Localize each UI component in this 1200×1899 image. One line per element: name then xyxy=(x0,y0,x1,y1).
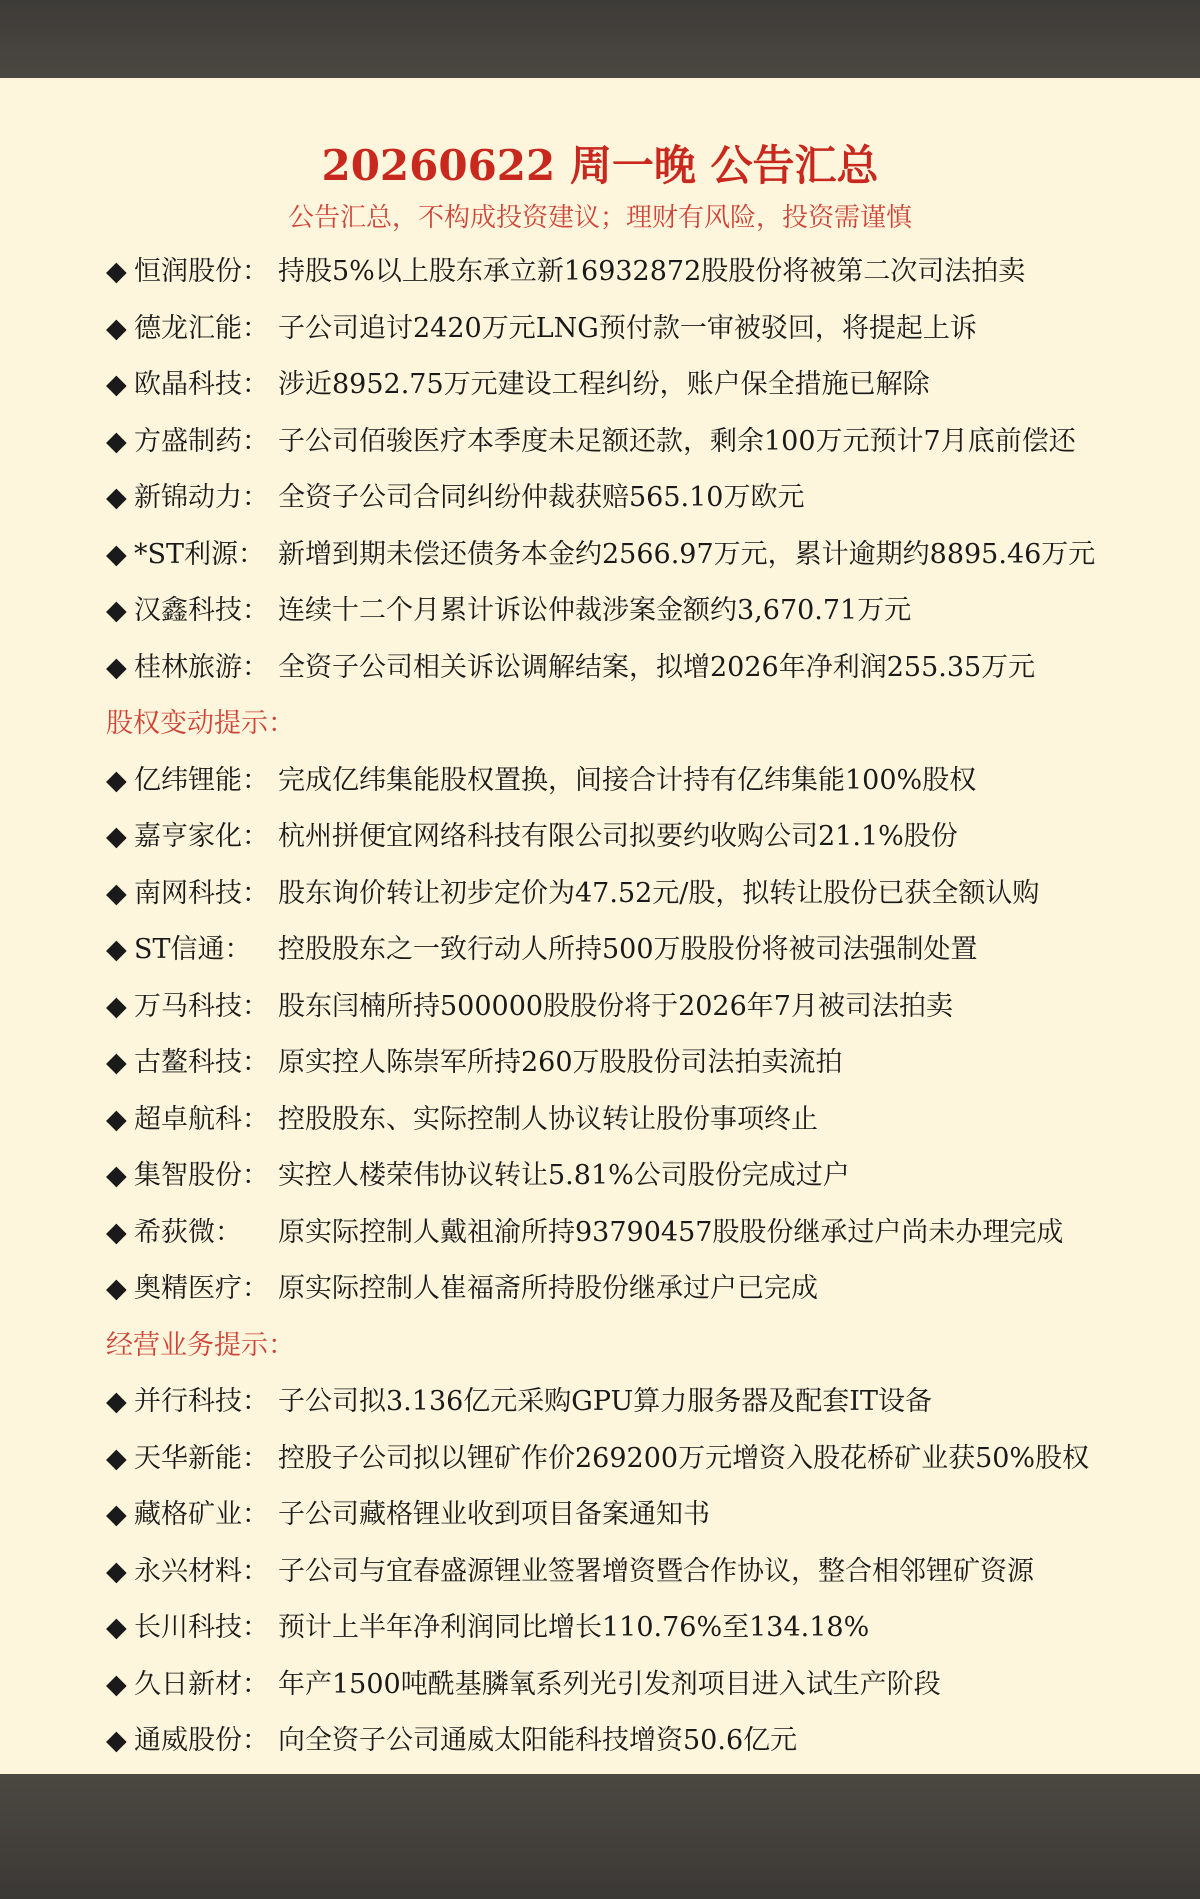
list-item xyxy=(106,866,1186,923)
diamond-bullet-icon: ◆ xyxy=(106,990,127,1022)
diamond-bullet-icon: ◆ xyxy=(106,651,127,683)
list-item xyxy=(106,1600,1186,1657)
announcement-list xyxy=(106,244,1186,1770)
list-item xyxy=(106,809,1186,866)
diamond-bullet-icon: ◆ xyxy=(106,877,127,909)
section-heading: 股权变动提示： xyxy=(106,708,295,739)
diamond-bullet-icon: ◆ xyxy=(106,538,127,570)
announcement-text: 全资子公司相关诉讼调解结案，拟增2026年净利润255.35万元 xyxy=(278,651,1036,683)
company-name: 桂林旅游： xyxy=(134,651,269,683)
diamond-bullet-icon: ◆ xyxy=(106,1386,127,1417)
company-name: 希荻微： xyxy=(134,1216,242,1248)
diamond-bullet-icon: ◆ xyxy=(106,256,127,287)
list-item xyxy=(106,1713,1186,1770)
diamond-bullet-icon: ◆ xyxy=(106,482,127,513)
list-item xyxy=(106,640,1186,697)
company-name: 古鳌科技： xyxy=(134,1047,269,1078)
announcement-text: 向全资子公司通威太阳能科技增资50.6亿元 xyxy=(278,1725,798,1756)
announcement-text: 实控人楼荣伟协议转让5.81%公司股份完成过户 xyxy=(278,1160,850,1191)
list-item xyxy=(106,979,1186,1036)
diamond-bullet-icon: ◆ xyxy=(106,821,127,852)
list-item xyxy=(106,1431,1186,1488)
diamond-bullet-icon: ◆ xyxy=(106,1499,127,1530)
diamond-bullet-icon: ◆ xyxy=(106,1612,127,1643)
announcement-text: 子公司与宜春盛源锂业签署增资暨合作协议，整合相邻锂矿资源 xyxy=(278,1555,1034,1587)
company-name: 长川科技： xyxy=(134,1612,269,1643)
company-name: 南网科技： xyxy=(134,877,269,909)
announcement-text: 连续十二个月累计诉讼仲裁涉案金额约3,670.71万元 xyxy=(278,595,912,626)
company-name: 万马科技： xyxy=(134,990,269,1022)
announcement-text: 子公司拟3.136亿元采购GPU算力服务器及配套IT设备 xyxy=(278,1386,932,1417)
announcement-text: 原实际控制人戴祖渝所持93790457股股份继承过户尚未办理完成 xyxy=(278,1216,1064,1248)
company-name: 通威股份： xyxy=(134,1725,269,1756)
announcement-text: 子公司追讨2420万元LNG预付款一审被驳回，将提起上诉 xyxy=(278,312,977,344)
diamond-bullet-icon: ◆ xyxy=(106,1555,127,1587)
diamond-bullet-icon: ◆ xyxy=(106,1216,127,1248)
list-item xyxy=(106,414,1186,471)
company-name: 超卓航科： xyxy=(134,1103,269,1135)
list-item xyxy=(106,244,1186,301)
announcement-text: 子公司佰骏医疗本季度未足额还款，剩余100万元预计7月底前偿还 xyxy=(278,425,1076,457)
list-item xyxy=(106,1092,1186,1149)
list-item xyxy=(106,527,1186,584)
company-name: 并行科技： xyxy=(134,1386,269,1417)
announcement-text: 控股股东、实际控制人协议转让股份事项终止 xyxy=(278,1103,818,1135)
list-item xyxy=(106,583,1186,640)
announcement-text: 涉近8952.75万元建设工程纠纷，账户保全措施已解除 xyxy=(278,369,930,400)
list-item xyxy=(106,1374,1186,1431)
diamond-bullet-icon: ◆ xyxy=(106,312,127,344)
diamond-bullet-icon: ◆ xyxy=(106,595,127,626)
list-item xyxy=(106,1487,1186,1544)
list-item xyxy=(106,470,1186,527)
company-name: 恒润股份： xyxy=(134,256,269,287)
company-name: *ST利源： xyxy=(134,538,266,570)
page-title: 20260622 周一晚 公告汇总 xyxy=(321,141,879,190)
list-item xyxy=(106,1148,1186,1205)
announcement-sheet xyxy=(0,78,1200,1774)
list-item xyxy=(106,1544,1186,1601)
list-item xyxy=(106,753,1186,810)
company-name: 奥精医疗： xyxy=(134,1273,269,1304)
announcement-text: 新增到期未偿还债务本金约2566.97万元，累计逾期约8895.46万元 xyxy=(278,538,1096,570)
company-name: 欧晶科技： xyxy=(134,369,269,400)
announcement-text: 预计上半年净利润同比增长110.76%至134.18% xyxy=(278,1612,870,1643)
list-item xyxy=(106,1205,1186,1262)
top-dark-band xyxy=(0,0,1200,78)
diamond-bullet-icon: ◆ xyxy=(106,1442,127,1474)
company-name: 天华新能： xyxy=(134,1442,269,1474)
company-name: 永兴材料： xyxy=(134,1555,269,1587)
list-item xyxy=(106,357,1186,414)
company-name: 亿纬锂能： xyxy=(134,764,269,796)
diamond-bullet-icon: ◆ xyxy=(106,764,127,796)
announcement-text: 控股子公司拟以锂矿作价269200万元增资入股花桥矿业获50%股权 xyxy=(278,1442,1090,1474)
diamond-bullet-icon: ◆ xyxy=(106,1047,127,1078)
section-heading: 经营业务提示： xyxy=(106,1329,295,1361)
diamond-bullet-icon: ◆ xyxy=(106,1160,127,1191)
diamond-bullet-icon: ◆ xyxy=(106,1725,127,1756)
list-item xyxy=(106,301,1186,358)
list-item xyxy=(106,1657,1186,1714)
company-name: 汉鑫科技： xyxy=(134,595,269,626)
company-name: 久日新材： xyxy=(134,1668,269,1700)
announcement-text: 股东询价转让初步定价为47.52元/股，拟转让股份已获全额认购 xyxy=(278,877,1040,909)
list-item xyxy=(106,1261,1186,1318)
list-item xyxy=(106,922,1186,979)
diamond-bullet-icon: ◆ xyxy=(106,1103,127,1135)
announcement-text: 控股股东之一致行动人所持500万股股份将被司法强制处置 xyxy=(278,934,978,965)
announcement-text: 完成亿纬集能股权置换，间接合计持有亿纬集能100%股权 xyxy=(278,764,977,796)
diamond-bullet-icon: ◆ xyxy=(106,1273,127,1304)
announcement-text: 原实际控制人崔福斋所持股份继承过户已完成 xyxy=(278,1273,818,1304)
company-name: 集智股份： xyxy=(134,1160,269,1191)
announcement-text: 子公司藏格锂业收到项目备案通知书 xyxy=(278,1499,710,1530)
company-name: 藏格矿业： xyxy=(134,1499,269,1530)
announcement-text: 股东闫楠所持500000股股份将于2026年7月被司法拍卖 xyxy=(278,990,953,1022)
company-name: 新锦动力： xyxy=(134,482,269,513)
company-name: 德龙汇能： xyxy=(134,312,269,344)
diamond-bullet-icon: ◆ xyxy=(106,425,127,457)
diamond-bullet-icon: ◆ xyxy=(106,934,127,965)
announcement-text: 持股5%以上股东承立新16932872股股份将被第二次司法拍卖 xyxy=(278,256,1026,287)
announcement-text: 全资子公司合同纠纷仲裁获赔565.10万欧元 xyxy=(278,482,805,513)
bottom-dark-band xyxy=(0,1774,1200,1899)
diamond-bullet-icon: ◆ xyxy=(106,1668,127,1700)
announcement-text: 杭州拼便宜网络科技有限公司拟要约收购公司21.1%股份 xyxy=(278,821,958,852)
list-item xyxy=(106,1035,1186,1092)
announcement-text: 年产1500吨酰基膦氧系列光引发剂项目进入试生产阶段 xyxy=(278,1668,941,1700)
diamond-bullet-icon: ◆ xyxy=(106,369,127,400)
company-name: 方盛制药： xyxy=(134,425,269,457)
announcement-text: 原实控人陈崇军所持260万股股份司法拍卖流拍 xyxy=(278,1047,843,1078)
company-name: ST信通： xyxy=(134,934,252,965)
company-name: 嘉亨家化： xyxy=(134,821,269,852)
page-disclaimer: 公告汇总，不构成投资建议；理财有风险，投资需谨慎 xyxy=(287,203,912,233)
